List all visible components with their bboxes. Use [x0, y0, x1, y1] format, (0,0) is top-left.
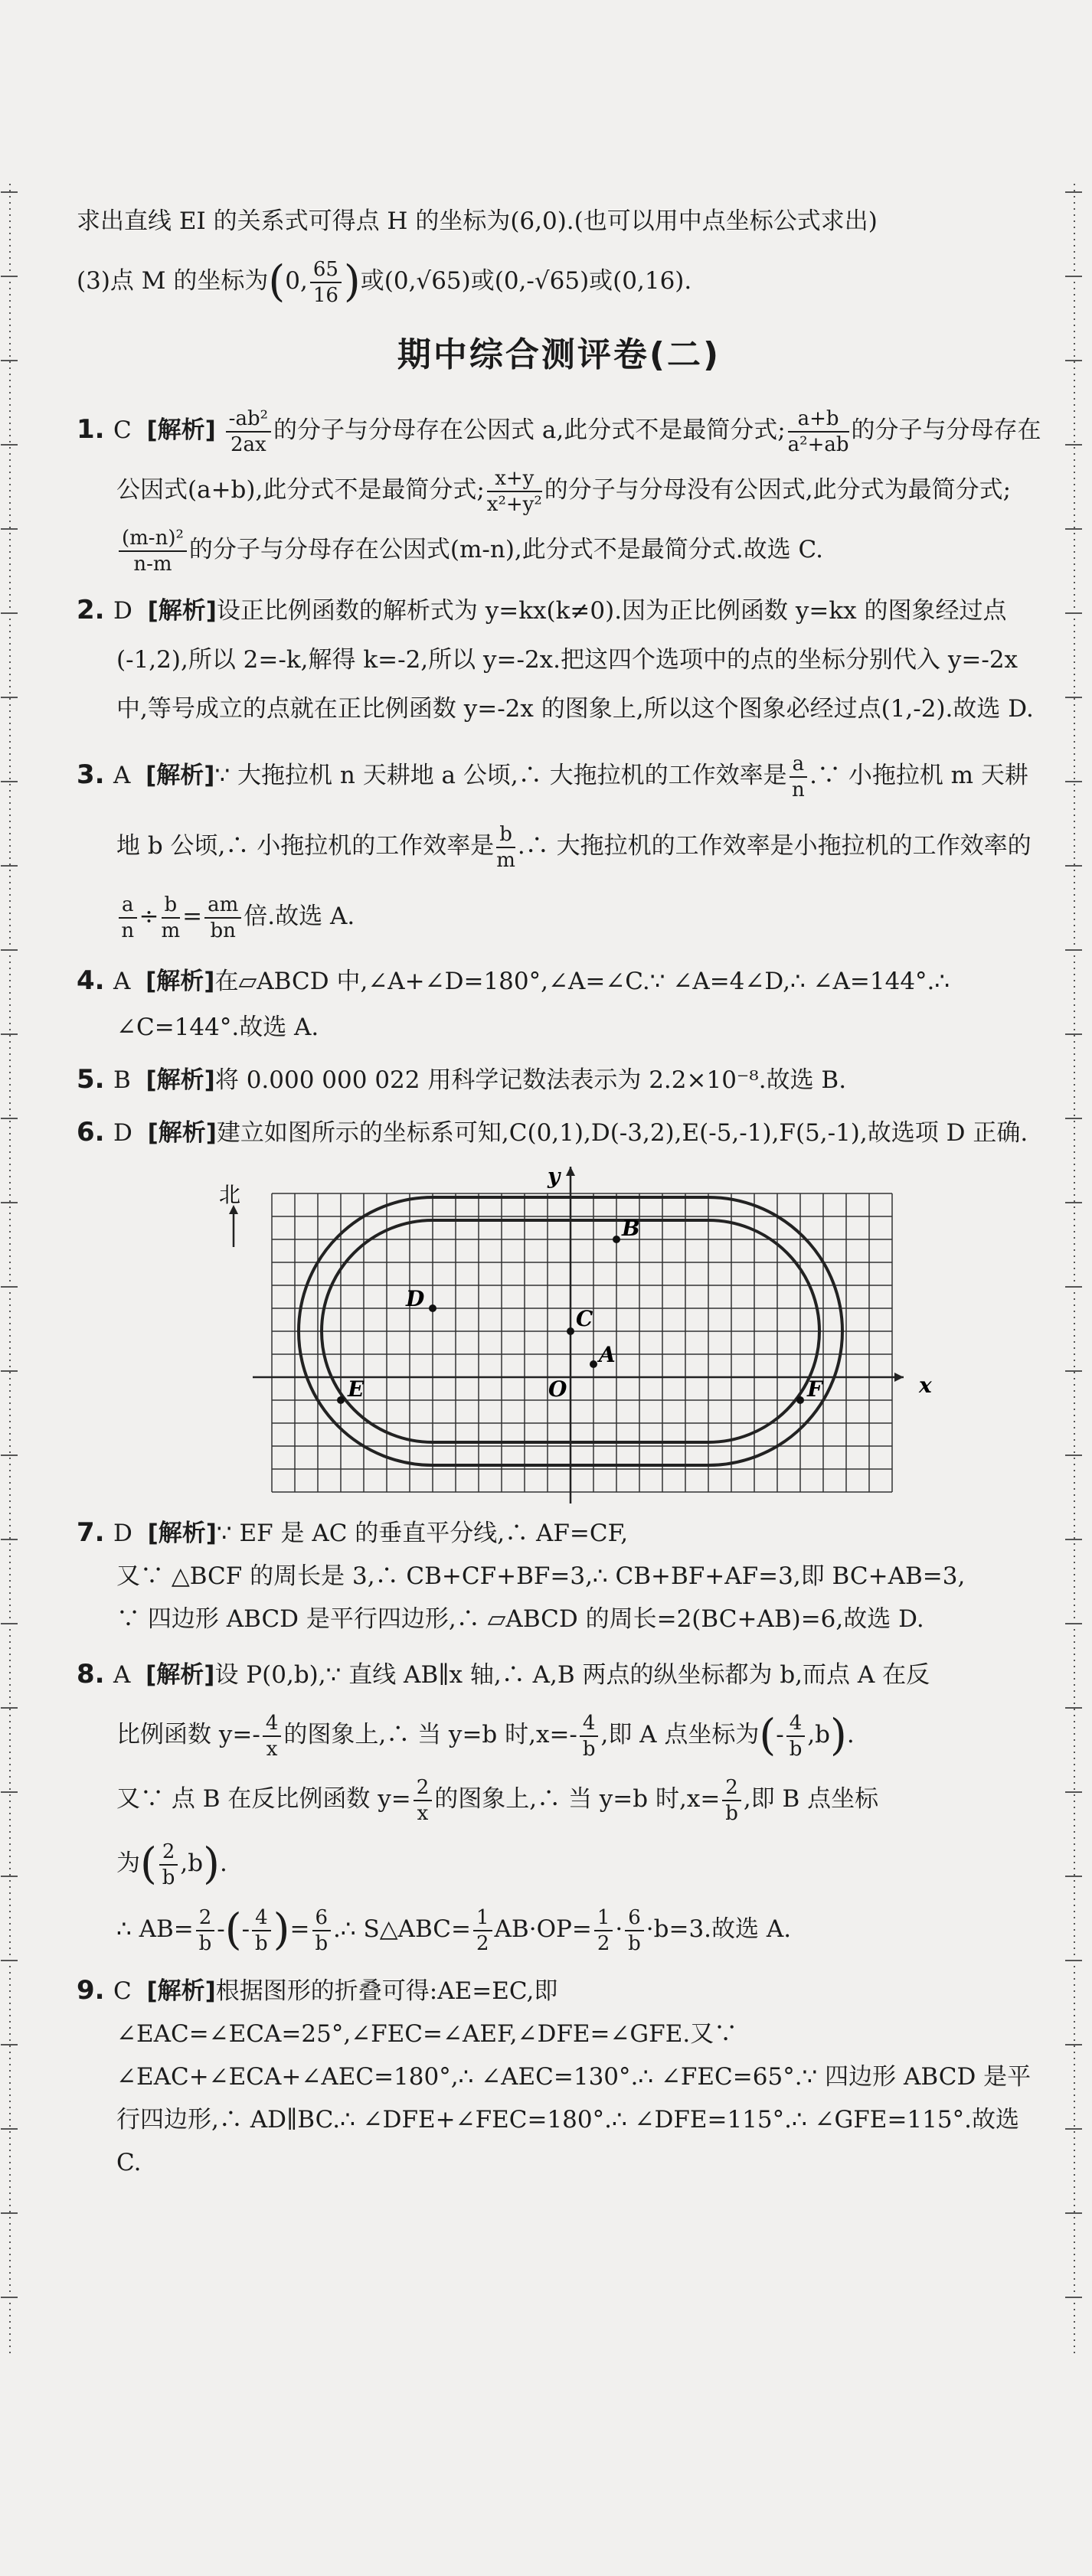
right-cut-line [1074, 184, 1075, 2358]
cut-line-tick [1065, 1455, 1082, 1456]
cut-line-tick [1, 612, 18, 614]
cut-line-tick [1065, 1707, 1082, 1709]
cut-line-tick [1, 2128, 18, 2130]
cut-line-tick [1, 1539, 18, 1540]
page-content [77, 191, 1041, 2184]
cut-line-tick [1, 865, 18, 867]
cut-line-tick [1065, 1033, 1082, 1035]
cut-line-tick [1, 1118, 18, 1119]
point-E [337, 1396, 345, 1404]
cut-line-tick [1065, 2128, 1082, 2130]
cut-line-tick [1065, 2044, 1082, 2045]
cut-line-tick [1065, 697, 1082, 698]
cut-line-tick [1065, 360, 1082, 361]
cut-line-tick [1065, 1202, 1082, 1203]
question-3: 3. A [解析]∵ 大拖拉机 n 天耕地 a 公顷,∴ 大拖拉机的工作效率是 $\frac{a}{n}$ .∵ 小拖拉机 m 天耕地 b 公顷,∴ 小拖拉机的工作效率是 $\frac{b}{m}$ .∴ 大拖拉机的工作效率是小拖拉机的工作效率的 $\frac{a}{n}$ ÷ $\frac{b}{m}$ = $\frac{am}{bn}$ 倍.故选 A. [77, 752, 1032, 942]
cut-line-tick [1065, 1623, 1082, 1624]
point-A [590, 1360, 597, 1368]
cut-line-tick [1, 360, 18, 361]
x-axis-label: x [919, 1373, 932, 1398]
cut-line-tick [1, 1033, 18, 1035]
y-axis-label: y [548, 1164, 561, 1189]
question-9: 9. C [解析]根据图形的折叠可得:AE=EC,即∠EAC=∠ECA=25°,∠FEC=∠AEF,∠DFE=∠GFE.又∵ ∠EAC+∠ECA+∠AEC=180°,∴ ∠AEC=130°.∴ ∠FEC=65°.∵ 四边形 ABCD 是平行四边形,∴ AD∥BC.∴ ∠DFE+∠FEC=180°.∴ ∠DFE=115°.∴ ∠GFE=115°.故选 C. [77, 1975, 1032, 2176]
question-2: 2. D [解析]设正比例函数的解析式为 y=kx(k≠0).因为正比例函数 y=kx 的图象经过点(-1,2),所以 2=-k,解得 k=-2,所以 y=-2x.把这四个选项中的点的坐标分别代入 y=-2x 中,等号成立的点就在正比例函数 y=-2x 的图象上,所以这个图象必经过点(1,-2).故选 D. [77, 595, 1034, 723]
point-F [796, 1396, 804, 1404]
cut-line-tick [1065, 1876, 1082, 1877]
coordinate-figure [219, 1164, 1018, 1503]
cut-line-tick [1, 2212, 18, 2214]
x-arrow [894, 1373, 904, 1382]
point-D [429, 1304, 436, 1312]
cut-line-tick [1, 444, 18, 446]
point-C [567, 1327, 574, 1335]
label-D: D [406, 1286, 425, 1311]
cut-line-tick [1, 1960, 18, 1961]
cut-line-tick [1065, 2297, 1082, 2298]
point-B [613, 1236, 620, 1243]
cut-line-tick [1, 1286, 18, 1288]
cut-line-tick [1, 191, 18, 193]
label-O: O [548, 1376, 567, 1402]
m-fraction: $\frac{65}{16}$ [310, 257, 342, 308]
cut-line-tick [1, 1455, 18, 1456]
y-arrow [566, 1167, 575, 1176]
cut-line-tick [1065, 2212, 1082, 2214]
cut-line-tick [1065, 1118, 1082, 1119]
cut-line-tick [1065, 1539, 1082, 1540]
label-F: F [807, 1376, 822, 1402]
cut-line-tick [1065, 1370, 1082, 1372]
label-C: C [576, 1306, 593, 1331]
label-E: E [348, 1376, 365, 1402]
cut-line-tick [1065, 865, 1082, 867]
cut-line-tick [1, 1623, 18, 1624]
cut-line-tick [1, 949, 18, 951]
top-line-2: (3)点 M 的坐标为(0, $\frac{65}{16}$ )或(0,√65)或(0,-√65)或(0,16). [77, 256, 692, 307]
cut-line-tick [1065, 612, 1082, 614]
cut-line-tick [1065, 1960, 1082, 1961]
section-title: 期中综合测评卷(二) [397, 335, 721, 374]
cut-line-tick [1065, 191, 1082, 193]
cut-line-tick [1065, 1286, 1082, 1288]
label-B: B [622, 1216, 640, 1241]
cut-line-tick [1065, 528, 1082, 530]
cut-line-tick [1, 781, 18, 782]
cut-line-tick [1065, 444, 1082, 446]
cut-line-tick [1065, 1791, 1082, 1793]
question-7: 7. D [解析]∵ EF 是 AC 的垂直平分线,∴ AF=CF, 又∵ △BCF 的周长是 3,∴ CB+CF+BF=3,∴ CB+BF+AF=3,即 BC+AB=3, ∵ 四边形 ABCD 是平行四边形,∴ ▱ABCD 的周长=2(BC+AB)=6,故选 D. [77, 1517, 966, 1633]
cut-line-tick [1, 1202, 18, 1203]
left-cut-line [9, 184, 11, 2358]
cut-line-tick [1, 528, 18, 530]
cut-line-tick [1, 1876, 18, 1877]
track-diagram [219, 1164, 1018, 1503]
cut-line-tick [1, 276, 18, 277]
cut-line-tick [1065, 781, 1082, 782]
question-4: 4. A [解析]在▱ABCD 中,∠A+∠D=180°,∠A=∠C.∵ ∠A=4∠D,∴ ∠A=144°.∴ ∠C=144°.故选 A. [77, 965, 950, 1041]
cut-line-tick [1065, 949, 1082, 951]
question-5: 5. B [解析]将 0.000 000 022 用科学记数法表示为 2.2×10⁻⁸.故选 B. [77, 1064, 847, 1095]
north-label: 北 [219, 1182, 241, 1207]
cut-line-tick [1, 1707, 18, 1709]
cut-line-tick [1065, 276, 1082, 277]
label-A: A [599, 1342, 616, 1367]
cut-line-tick [1, 1791, 18, 1793]
top-line-1: 求出直线 EI 的关系式可得点 H 的坐标为(6,0).(也可以用中点坐标公式求出) [77, 207, 878, 235]
question-6: 6. D [解析]建立如图所示的坐标系可知,C(0,1),D(-3,2),E(-5,-1),F(5,-1),故选项 D 正确. [77, 1117, 1028, 1148]
cut-line-tick [1, 1370, 18, 1372]
question-1: 1. C [解析] $\frac{\text{-ab²}}{2ax}$ 的分子与分母存在公因式 a,此分式不是最简分式; $\frac{a+b}{\text{a²+ab}}$ 的分子与分母存在公因式(a+b),此分式不是最简分式; $\frac{x+y}{\text{x²+y²}}$ 的分子与分母没有公因式,此分式为最简分式; $\frac{\text{(m-n)²}}{n-m}$ 的分子与分母存在公因式(m-n),此分式不是最简分式.故选 C. [77, 400, 1041, 580]
cut-line-tick [1, 697, 18, 698]
cut-line-tick [1, 2297, 18, 2298]
question-number: 1. [77, 414, 105, 445]
cut-line-tick [1, 2044, 18, 2045]
question-8: 8. A [解析]设 P(0,b),∵ 直线 AB∥x 轴,∴ A,B 两点的纵坐标都为 b,而点 A 在反 比例函数 y=- $\frac{4}{x}$ 的图象上,∴ 当 y=b 时,x=- $\frac{4}{b}$ ,即 A 点坐标为(- $\frac{4}{b}$ ,b). 又∵ 点 B 在反比例函数 y= $\frac{2}{x}$ 的图象上,∴ 当 y=b 时,x= $\frac{2}{b}$ ,即 B 点坐标 为( $\frac{2}{b}$ ,b). ∴ AB= $\frac{2}{b}$ -(- $\frac{4}{b}$ )= $\frac{6}{b}$ .∴ S△ABC= $\frac{1}{2}$ AB·OP= $\frac{1}{2}$ · $\frac{6}{b}$ ·b=3.故选 A. [77, 1659, 930, 1955]
